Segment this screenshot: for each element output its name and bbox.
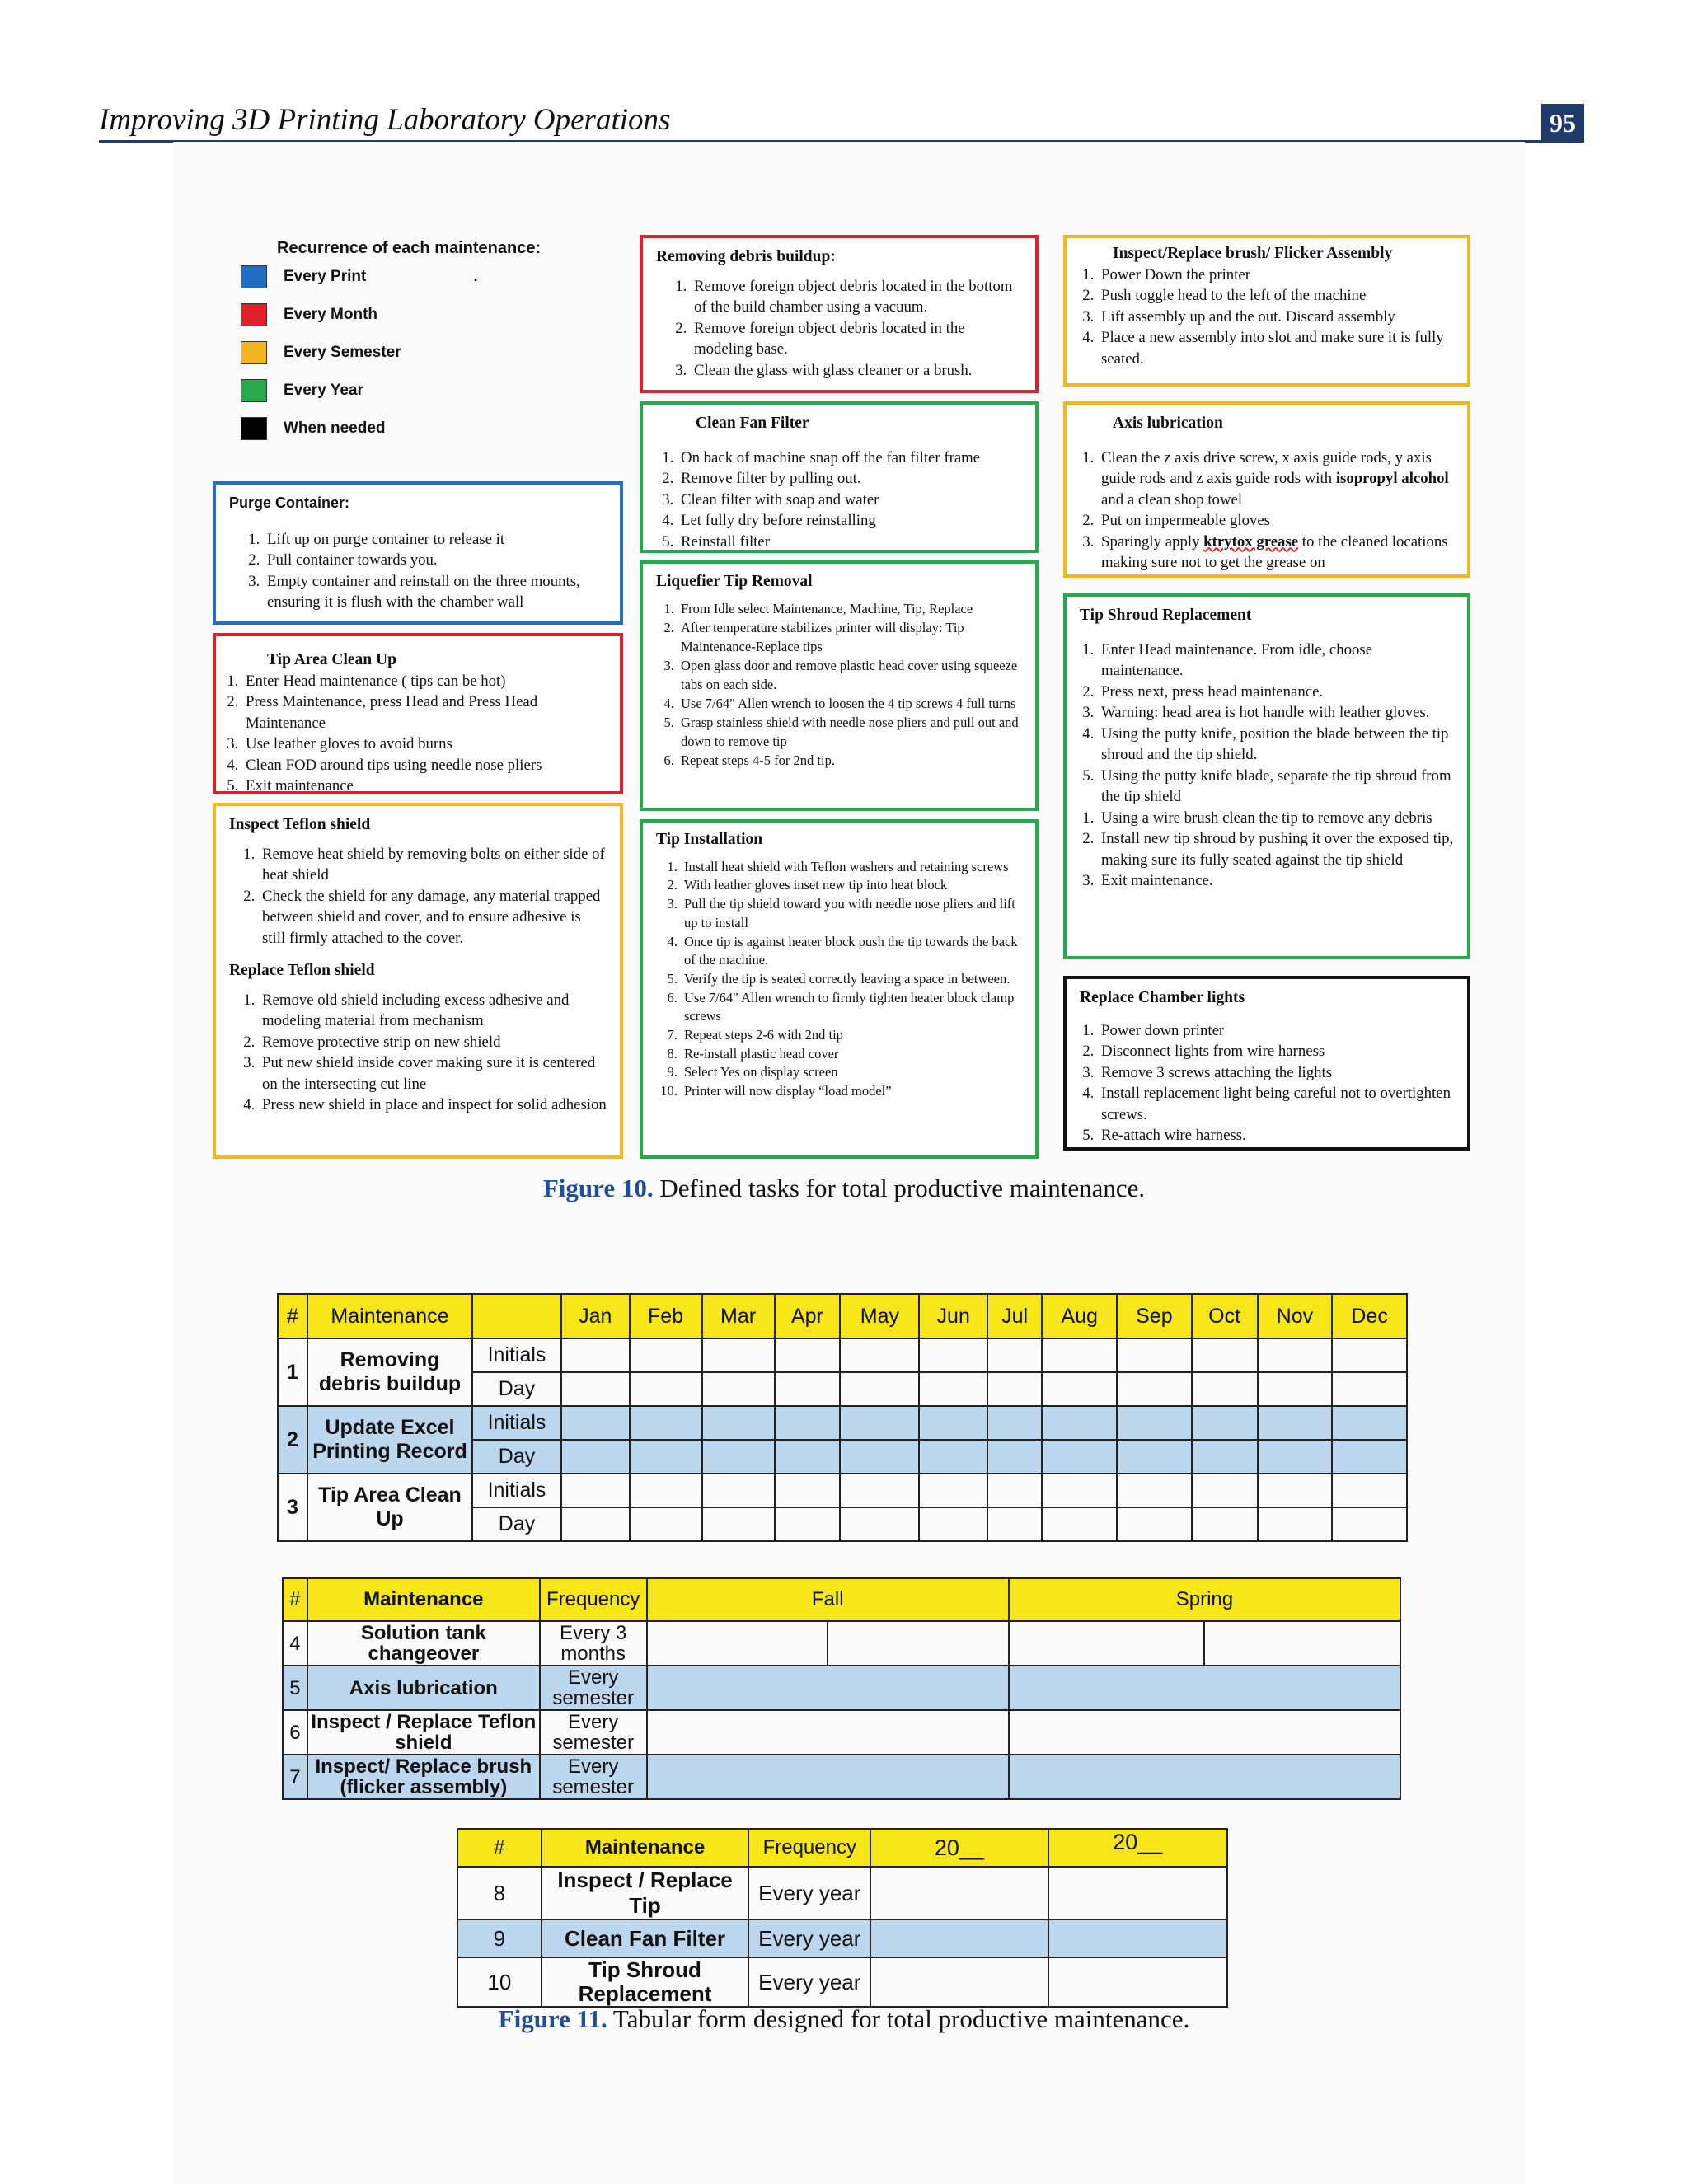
monthly-maintenance-table	[277, 1293, 1408, 1542]
step: 3. Empty container and reinstall on the three mounts, ensuring it is flush with the chamber wall	[264, 571, 607, 613]
legend-item-when-needed	[241, 410, 628, 448]
step: 2. Disconnect lights from wire harness	[1098, 1041, 1454, 1062]
row-name: Inspect / Replace Tip	[542, 1867, 749, 1919]
step: 5. Verify the tip is seated correctly leaving a space in between.	[681, 970, 1022, 989]
table-row	[283, 1666, 1400, 1710]
header-month: Jul	[987, 1294, 1042, 1338]
entry-cell[interactable]	[987, 1507, 1042, 1541]
header-month: Apr	[775, 1294, 841, 1338]
entry-cell[interactable]	[775, 1474, 841, 1507]
entry-cell[interactable]	[1258, 1372, 1333, 1406]
header-month: Jun	[919, 1294, 987, 1338]
header-num: #	[278, 1294, 307, 1338]
legend-item-every-year	[241, 372, 628, 410]
step: 4. Place a new assembly into slot and make sure it is fully seated.	[1098, 327, 1454, 369]
running-title: Improving 3D Printing Laboratory Operations	[99, 103, 671, 137]
step: 4. Using the putty knife, position the blade between the tip shroud and the tip shield.	[1098, 724, 1454, 766]
row-name: Tip Area Clean Up	[307, 1474, 472, 1541]
caption-text: Tabular form designed for total productive maintenance.	[612, 2004, 1190, 2033]
tip-installation-box	[640, 819, 1039, 1159]
entry-cell[interactable]	[919, 1338, 987, 1372]
figure-11-caption	[0, 2004, 1688, 2034]
step: 3. Pull the tip shield toward you with needle nose pliers and lift up to install	[681, 895, 1022, 932]
entry-cell[interactable]	[840, 1338, 919, 1372]
step: 2. Press next, press head maintenance.	[1098, 682, 1454, 703]
step: 2. Remove foreign object debris located in the modeling base.	[691, 318, 1022, 360]
entry-cell[interactable]	[1048, 1867, 1227, 1919]
box-title: Tip Shroud Replacement	[1080, 607, 1252, 624]
row-sub: Initials	[472, 1474, 561, 1507]
header-num: #	[283, 1578, 307, 1621]
steps-list	[1080, 808, 1454, 892]
semester-maintenance-table	[282, 1577, 1401, 1800]
entry-cell[interactable]	[1258, 1474, 1333, 1507]
header-month: Dec	[1332, 1294, 1407, 1338]
step: 1. Power down printer	[1098, 1020, 1454, 1042]
tip-area-cleanup-box	[213, 633, 623, 794]
row-num: 5	[283, 1666, 307, 1710]
legend-label: Every Print	[284, 268, 367, 285]
entry-cell[interactable]	[1117, 1507, 1192, 1541]
yellow-swatch	[241, 341, 267, 364]
step: 1. Using a wire brush clean the tip to remove any debris	[1098, 808, 1454, 829]
header-frequency: Frequency	[540, 1578, 647, 1621]
entry-cell[interactable]	[870, 1919, 1048, 1957]
step: 1. Remove foreign object debris located in the bottom of the build chamber using a vacuum.	[691, 276, 1022, 318]
step: 5. Re-attach wire harness.	[1098, 1125, 1454, 1146]
entry-cell[interactable]	[1258, 1507, 1333, 1541]
box-subtitle: Replace Teflon shield	[229, 962, 375, 979]
steps-list	[229, 529, 607, 613]
step: 6. Repeat steps 4-5 for 2nd tip.	[678, 751, 1022, 770]
row-name: Clean Fan Filter	[542, 1919, 749, 1957]
row-name: Inspect/ Replace brush (flicker assembly)	[307, 1755, 540, 1799]
entry-cell[interactable]	[987, 1338, 1042, 1372]
row-num: 10	[457, 1957, 542, 2007]
steps-list	[1080, 640, 1454, 808]
row-frequency: Every semester	[540, 1666, 647, 1710]
header-year: 20__	[1048, 1829, 1227, 1867]
step: 3. Lift assembly up and the out. Discard assembly	[1098, 307, 1454, 328]
stray-mark: .	[473, 268, 478, 285]
legend-label: Every Semester	[284, 344, 401, 361]
row-frequency: Every year	[748, 1919, 870, 1957]
entry-cell[interactable]	[1117, 1372, 1192, 1406]
box-title: Clean Fan Filter	[696, 415, 809, 432]
entry-cell[interactable]	[1192, 1338, 1258, 1372]
table-row	[457, 1867, 1227, 1919]
entry-cell[interactable]	[647, 1666, 1009, 1710]
legend-label: Every Year	[284, 382, 363, 399]
table-row	[457, 1957, 1227, 2007]
steps-list	[1080, 1020, 1454, 1146]
header-month: Aug	[1042, 1294, 1117, 1338]
step: 3. Exit maintenance.	[1098, 870, 1454, 892]
step: 9. Select Yes on display screen	[681, 1063, 1022, 1082]
entry-cell[interactable]	[1042, 1406, 1117, 1440]
entry-cell[interactable]	[702, 1507, 775, 1541]
step: 2. Remove protective strip on new shield	[259, 1032, 607, 1053]
row-num: 3	[278, 1474, 307, 1541]
entry-cell[interactable]	[1042, 1474, 1117, 1507]
box-title: Liquefier Tip Removal	[656, 573, 813, 590]
red-swatch	[241, 303, 267, 326]
row-num: 1	[278, 1338, 307, 1406]
entry-cell[interactable]	[1258, 1406, 1333, 1440]
header-frequency: Frequency	[748, 1829, 870, 1867]
entry-cell[interactable]	[702, 1338, 775, 1372]
blue-swatch	[241, 265, 267, 288]
table-row	[283, 1710, 1400, 1755]
entry-cell[interactable]	[561, 1507, 630, 1541]
page-number: 95	[1541, 104, 1584, 142]
green-swatch	[241, 379, 267, 402]
step: 3. Clean the glass with glass cleaner or a brush.	[691, 360, 1022, 382]
entry-cell[interactable]	[647, 1755, 1009, 1799]
entry-cell[interactable]	[1009, 1621, 1205, 1666]
step: 2. Check the shield for any damage, any material trapped between shield and cover, and to ensure adhesive is still firmly attached to the cover.	[259, 886, 607, 949]
entry-cell[interactable]	[630, 1507, 702, 1541]
row-num: 2	[278, 1406, 307, 1474]
step: 1. Install heat shield with Teflon washers and retaining screws	[681, 858, 1022, 877]
step: 1. Remove heat shield by removing bolts on either side of heat shield	[259, 844, 607, 886]
step: 7. Repeat steps 2-6 with 2nd tip	[681, 1026, 1022, 1045]
entry-cell[interactable]	[840, 1507, 919, 1541]
steps-list	[1080, 265, 1454, 370]
entry-cell[interactable]	[1332, 1507, 1407, 1541]
chamber-lights-box	[1063, 976, 1470, 1151]
entry-cell[interactable]	[840, 1440, 919, 1474]
row-num: 4	[283, 1621, 307, 1666]
row-frequency: Every year	[748, 1957, 870, 2007]
legend-label: When needed	[284, 419, 386, 437]
box-title: Replace Chamber lights	[1080, 989, 1245, 1006]
table-row	[283, 1621, 1400, 1666]
header-maintenance: Maintenance	[542, 1829, 749, 1867]
step: 2. Push toggle head to the left of the machine	[1098, 285, 1454, 307]
header-month: Mar	[702, 1294, 775, 1338]
entry-cell[interactable]	[1042, 1372, 1117, 1406]
entry-cell[interactable]	[919, 1372, 987, 1406]
entry-cell[interactable]	[1192, 1440, 1258, 1474]
legend-item-every-semester	[241, 334, 628, 372]
debris-buildup-box	[640, 235, 1039, 393]
row-num: 6	[283, 1710, 307, 1755]
teflon-shield-box	[213, 803, 623, 1159]
entry-cell[interactable]	[1009, 1755, 1400, 1799]
entry-cell[interactable]	[1192, 1406, 1258, 1440]
entry-cell[interactable]	[647, 1710, 1009, 1755]
entry-cell[interactable]	[1258, 1338, 1333, 1372]
entry-cell[interactable]	[1117, 1474, 1192, 1507]
box-title: Tip Area Clean Up	[267, 651, 396, 668]
row-frequency: Every semester	[540, 1710, 647, 1755]
row-frequency: Every 3 months	[540, 1621, 647, 1666]
entry-cell[interactable]	[840, 1474, 919, 1507]
entry-cell[interactable]	[702, 1406, 775, 1440]
header-month: Jan	[561, 1294, 630, 1338]
caption-label: Figure 11.	[498, 2004, 607, 2033]
step: 10. Printer will now display “load model”	[681, 1082, 1022, 1101]
step: 1. Power Down the printer	[1098, 265, 1454, 286]
header-year: 20__	[870, 1829, 1048, 1867]
steps-list	[229, 990, 607, 1116]
caption-label: Figure 10.	[542, 1174, 654, 1202]
table-header-row	[278, 1294, 1407, 1338]
entry-cell[interactable]	[840, 1372, 919, 1406]
entry-cell[interactable]	[1192, 1372, 1258, 1406]
entry-cell[interactable]	[1332, 1338, 1407, 1372]
step: 4. Use 7/64" Allen wrench to loosen the 4 tip screws 4 full turns	[678, 694, 1022, 713]
entry-cell[interactable]	[775, 1372, 841, 1406]
liquefier-tip-removal-box	[640, 560, 1039, 811]
header-month: Feb	[630, 1294, 702, 1338]
entry-cell[interactable]	[775, 1406, 841, 1440]
figure-10-caption	[0, 1174, 1688, 1203]
legend-label: Every Month	[284, 306, 378, 323]
table-row	[283, 1755, 1400, 1799]
steps-list	[656, 599, 1022, 770]
row-frequency: Every year	[748, 1867, 870, 1919]
step: 4. Install replacement light being careful not to overtighten screws.	[1098, 1083, 1454, 1125]
header-num: #	[457, 1829, 542, 1867]
entry-cell[interactable]	[919, 1507, 987, 1541]
entry-cell[interactable]	[1332, 1474, 1407, 1507]
step: 3. Warning: head area is hot handle with leather gloves.	[1098, 702, 1454, 724]
step: 3. Clean filter with soap and water	[678, 490, 1022, 511]
step: 1. On back of machine snap off the fan filter frame	[678, 448, 1022, 469]
black-swatch	[241, 417, 267, 440]
step: 6. Use 7/64" Allen wrench to firmly tighten heater block clamp screws	[681, 989, 1022, 1026]
step: 2. Remove filter by pulling out.	[678, 468, 1022, 490]
step: 5. Using the putty knife blade, separate the tip shroud from the tip shield	[1098, 766, 1454, 808]
entry-cell[interactable]	[1009, 1710, 1400, 1755]
entry-cell[interactable]	[630, 1372, 702, 1406]
steps-list	[1080, 448, 1454, 574]
step: 2. With leather gloves inset new tip into heat block	[681, 876, 1022, 895]
entry-cell[interactable]	[1117, 1338, 1192, 1372]
entry-cell[interactable]	[919, 1474, 987, 1507]
entry-cell[interactable]	[647, 1621, 828, 1666]
row-sub: Initials	[472, 1338, 561, 1372]
header-fall: Fall	[647, 1578, 1009, 1621]
steps-list	[229, 844, 607, 949]
header-maintenance: Maintenance	[307, 1294, 472, 1338]
step: 3. Remove 3 screws attaching the lights	[1098, 1062, 1454, 1084]
header-month: Oct	[1192, 1294, 1258, 1338]
step: 5. Reinstall filter	[678, 532, 1022, 553]
entry-cell[interactable]	[1192, 1474, 1258, 1507]
box-title: Tip Installation	[656, 831, 763, 848]
entry-cell[interactable]	[1258, 1440, 1333, 1474]
box-title: Inspect Teflon shield	[229, 816, 371, 833]
entry-cell[interactable]	[828, 1621, 1009, 1666]
entry-cell[interactable]	[702, 1372, 775, 1406]
entry-cell[interactable]	[1042, 1440, 1117, 1474]
row-sub: Initials	[472, 1406, 561, 1440]
entry-cell[interactable]	[1117, 1440, 1192, 1474]
row-name: Inspect / Replace Teflon shield	[307, 1710, 540, 1755]
entry-cell[interactable]	[630, 1474, 702, 1507]
entry-cell[interactable]	[1332, 1372, 1407, 1406]
row-sub: Day	[472, 1507, 561, 1541]
header-month: May	[840, 1294, 919, 1338]
entry-cell[interactable]	[630, 1338, 702, 1372]
header-maintenance: Maintenance	[307, 1578, 540, 1621]
recurrence-legend	[241, 239, 628, 448]
row-name: Solution tank changeover	[307, 1621, 540, 1666]
table-row	[278, 1338, 1407, 1372]
step: 1. Remove old shield including excess adhesive and modeling material from mechanism	[259, 990, 607, 1032]
step: 4. Once tip is against heater block push the tip towards the back of the machine.	[681, 933, 1022, 970]
steps-list	[221, 671, 607, 795]
row-num: 8	[457, 1867, 542, 1919]
entry-cell[interactable]	[561, 1338, 630, 1372]
entry-cell[interactable]	[919, 1406, 987, 1440]
entry-cell[interactable]	[561, 1440, 630, 1474]
axis-lubrication-box	[1063, 401, 1470, 578]
entry-cell[interactable]	[919, 1440, 987, 1474]
step: 8. Re-install plastic head cover	[681, 1045, 1022, 1064]
entry-cell[interactable]	[561, 1406, 630, 1440]
steps-list	[656, 448, 1022, 553]
step: 1. Enter Head maintenance. From idle, choose maintenance.	[1098, 640, 1454, 682]
row-num: 7	[283, 1755, 307, 1799]
brush-flicker-box	[1063, 235, 1470, 387]
row-name: Tip Shroud Replacement	[542, 1957, 749, 2007]
steps-list	[656, 858, 1022, 1101]
table-row	[457, 1919, 1227, 1957]
entry-cell[interactable]	[630, 1406, 702, 1440]
box-title: Axis lubrication	[1113, 415, 1223, 432]
entry-cell[interactable]	[561, 1474, 630, 1507]
step: 3. Open glass door and remove plastic head cover using squeeze tabs on each side.	[678, 656, 1022, 694]
entry-cell[interactable]	[1042, 1338, 1117, 1372]
header-month: Nov	[1258, 1294, 1333, 1338]
entry-cell[interactable]	[775, 1507, 841, 1541]
step: 4. Clean FOD around tips using needle nose pliers	[242, 755, 607, 776]
row-num: 9	[457, 1919, 542, 1957]
clean-fan-filter-box	[640, 401, 1039, 553]
tip-shroud-replacement-box	[1063, 593, 1470, 959]
entry-cell[interactable]	[561, 1372, 630, 1406]
box-title: Purge Container:	[229, 494, 350, 511]
box-title: Inspect/Replace brush/ Flicker Assembly	[1113, 245, 1393, 262]
step: 1. Lift up on purge container to release it	[264, 529, 607, 551]
row-frequency: Every semester	[540, 1755, 647, 1799]
entry-cell[interactable]	[630, 1440, 702, 1474]
entry-cell[interactable]	[702, 1440, 775, 1474]
step: 2. Put on impermeable gloves	[1098, 510, 1454, 532]
step: 4. Let fully dry before reinstalling	[678, 510, 1022, 532]
step: 5. Grasp stainless shield with needle nose pliers and pull out and down to remove tip	[678, 713, 1022, 751]
entry-cell[interactable]	[1332, 1440, 1407, 1474]
legend-title: Recurrence of each maintenance:	[277, 239, 542, 257]
purge-container-box	[213, 481, 623, 625]
legend-item-every-print	[241, 258, 628, 296]
entry-cell[interactable]	[1048, 1919, 1227, 1957]
row-name: Update Excel Printing Record	[307, 1406, 472, 1474]
step: 5. Exit maintenance	[242, 776, 607, 794]
yearly-maintenance-table	[457, 1828, 1228, 2008]
step: 3. Sparingly apply ktrytox grease to the cleaned locations making sure not to get the grease on	[1098, 532, 1454, 574]
entry-cell[interactable]	[987, 1440, 1042, 1474]
legend-item-every-month	[241, 296, 628, 334]
step: 2. Pull container towards you.	[264, 550, 607, 571]
step: 1. From Idle select Maintenance, Machine, Tip, Replace	[678, 599, 1022, 618]
entry-cell[interactable]	[1332, 1406, 1407, 1440]
entry-cell[interactable]	[840, 1406, 919, 1440]
header-month: Sep	[1117, 1294, 1192, 1338]
step: 2. After temperature stabilizes printer will display: Tip Maintenance-Replace tips	[678, 618, 1022, 656]
table-row	[278, 1474, 1407, 1507]
entry-cell[interactable]	[1009, 1666, 1400, 1710]
step: 1. Clean the z axis drive screw, x axis guide rods, y axis guide rods and z axis guide rods with isopropyl alcohol and a clean shop towel	[1098, 448, 1454, 511]
entry-cell[interactable]	[1042, 1507, 1117, 1541]
entry-cell[interactable]	[775, 1440, 841, 1474]
row-name: Removing debris buildup	[307, 1338, 472, 1406]
step: 2. Install new tip shroud by pushing it over the exposed tip, making sure its fully seated against the tip shield	[1098, 828, 1454, 870]
entry-cell[interactable]	[1192, 1507, 1258, 1541]
entry-cell[interactable]	[1117, 1406, 1192, 1440]
entry-cell[interactable]	[702, 1474, 775, 1507]
table-row	[278, 1406, 1407, 1440]
box-title: Removing debris buildup:	[656, 248, 836, 265]
step: 3. Put new shield inside cover making sure it is centered on the intersecting cut line	[259, 1052, 607, 1094]
step: 4. Press new shield in place and inspect for solid adhesion	[259, 1094, 607, 1116]
step: 1. Enter Head maintenance ( tips can be hot)	[242, 671, 607, 692]
entry-cell[interactable]	[1204, 1621, 1400, 1666]
entry-cell[interactable]	[775, 1338, 841, 1372]
steps-list	[656, 276, 1022, 382]
entry-cell[interactable]	[987, 1474, 1042, 1507]
step: 3. Use leather gloves to avoid burns	[242, 733, 607, 755]
header-spring: Spring	[1009, 1578, 1400, 1621]
entry-cell[interactable]	[870, 1867, 1048, 1919]
entry-cell[interactable]	[1048, 1957, 1227, 2007]
row-sub: Day	[472, 1440, 561, 1474]
entry-cell[interactable]	[870, 1957, 1048, 2007]
entry-cell[interactable]	[987, 1406, 1042, 1440]
step: 2. Press Maintenance, press Head and Press Head Maintenance	[242, 691, 607, 733]
row-sub: Day	[472, 1372, 561, 1406]
header-blank	[472, 1294, 561, 1338]
row-name: Axis lubrication	[307, 1666, 540, 1710]
table-header-row	[283, 1578, 1400, 1621]
caption-text: Defined tasks for total productive maintenance.	[659, 1174, 1146, 1202]
table-header-row	[457, 1829, 1227, 1867]
entry-cell[interactable]	[987, 1372, 1042, 1406]
